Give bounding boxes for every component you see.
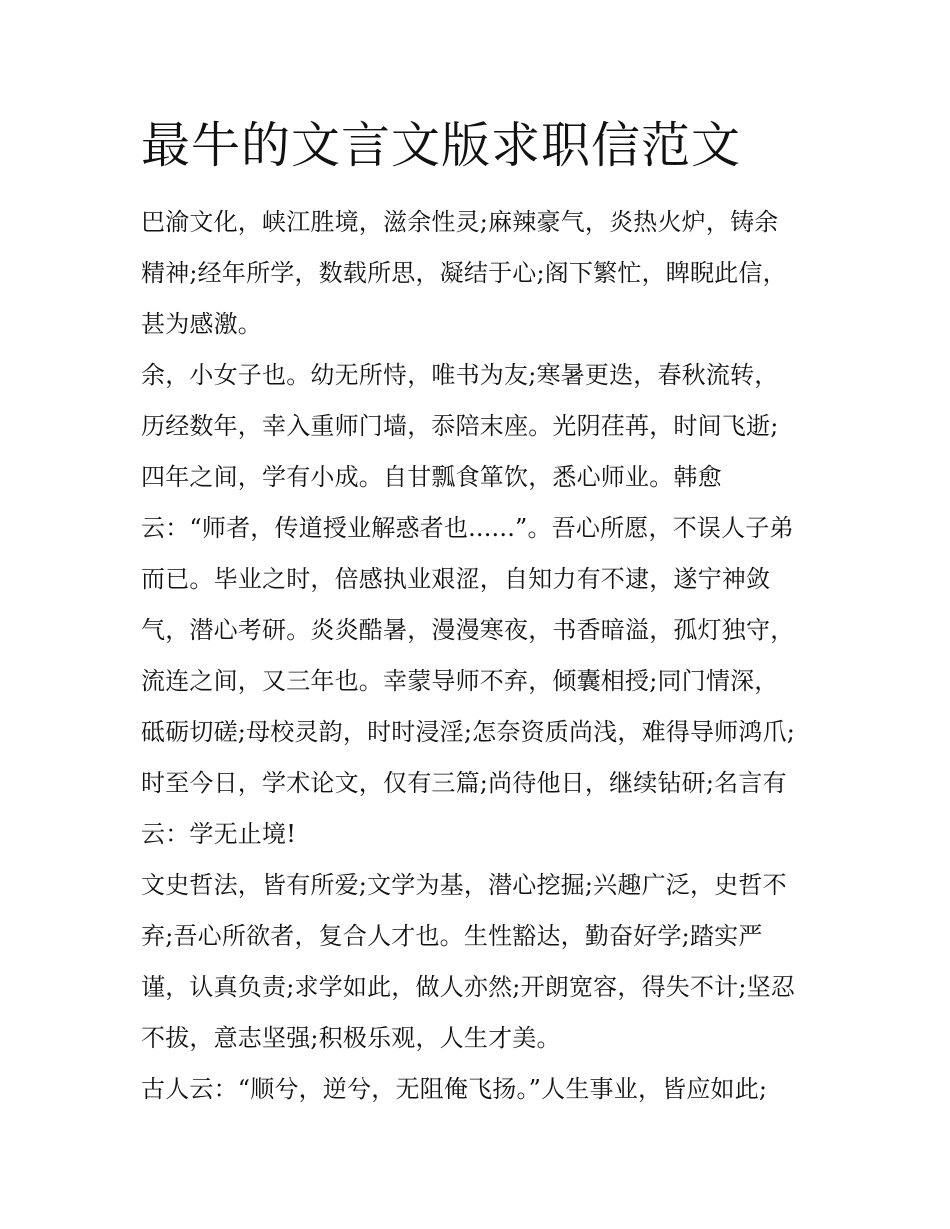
body-line: 甚为感激。: [141, 310, 262, 338]
document-title: 最牛的文言文版求职信范文: [141, 117, 742, 174]
body-line: 巴渝文化，峡江胜境，滋余性灵;麻辣豪气，炎热火炉，铸余: [141, 208, 779, 236]
body-line: 历经数年，幸入重师门墙，忝陪末座。光阴荏苒，时间飞逝;: [141, 412, 779, 440]
body-line: 古人云：“顺兮，逆兮，无阻俺飞扬。”人生事业，皆应如此;: [141, 1075, 768, 1103]
body-line: 云：学无止境!: [141, 820, 297, 848]
body-line: 砥砺切磋;母校灵韵，时时浸淫;怎奈资质尚浅，难得导师鸿爪;: [141, 718, 796, 746]
body-line: 流连之间，又三年也。幸蒙导师不弃，倾囊相授;同门情深，: [141, 667, 779, 695]
body-line: 时至今日，学术论文，仅有三篇;尚待他日，继续钻研;名言有: [141, 769, 787, 797]
body-line: 谨，认真负责;求学如此，做人亦然;开朗宽容，得失不计;坚忍: [141, 973, 796, 1001]
body-line: 弃;吾心所欲者，复合人才也。生性豁达，勤奋好学;踏实严: [141, 922, 763, 950]
body-line: 气，潜心考研。炎炎酷暑，漫漫寒夜，书香暗溢，孤灯独守，: [141, 616, 795, 644]
body-line: 不拔，意志坚强;积极乐观，人生才美。: [141, 1024, 561, 1052]
body-line: 而已。毕业之时，倍感执业艰涩，自知力有不逮，遂宁神敛: [141, 565, 771, 593]
body-line: 四年之间，学有小成。自甘瓢食箪饮，悉心师业。韩愈: [141, 463, 722, 491]
body-line: 云：“师者，传道授业解惑者也......”。吾心所愿，不误人子弟: [141, 514, 794, 542]
body-line: 文史哲法，皆有所爱;文学为基，潜心挖掘;兴趣广泛，史哲不: [141, 871, 787, 899]
body-line: 精神;经年所学，数载所思，凝结于心;阁下繁忙，睥睨此信，: [141, 259, 787, 287]
body-line: 余，小女子也。幼无所恃，唯书为友;寒暑更迭，春秋流转，: [141, 361, 779, 389]
